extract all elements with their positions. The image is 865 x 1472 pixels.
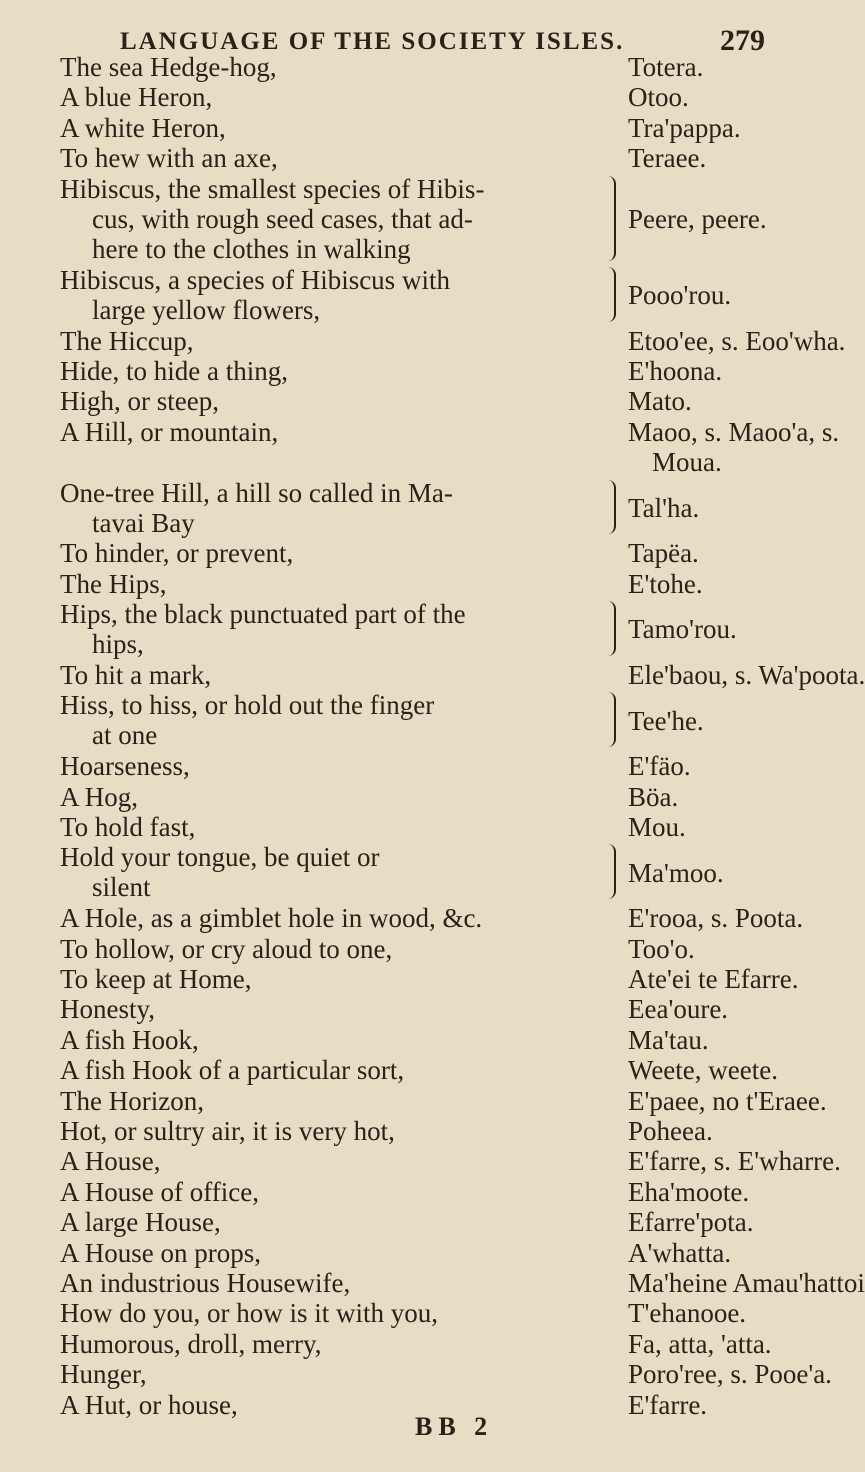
dictionary-entry [0, 1359, 832, 1390]
dictionary-entry [0, 1390, 800, 1420]
english-term-line: here to the clothes in walking [92, 233, 411, 264]
dictionary-entry [0, 812, 800, 842]
dictionary-entry [0, 903, 804, 934]
dictionary-entry [0, 1055, 800, 1085]
english-term [60, 1268, 605, 1298]
tahitian-term [628, 614, 800, 644]
tahitian-term [628, 52, 800, 82]
english-term [60, 356, 605, 386]
english-term-line: A Hut, or house, [60, 1389, 238, 1420]
english-term [60, 934, 605, 964]
english-term-line: Hide, to hide a thing, [60, 356, 288, 386]
english-term [60, 1086, 605, 1116]
english-term-line: To hit a mark, [60, 660, 212, 690]
tahitian-term-line: Ate'ei te Efarre. [628, 964, 799, 994]
english-term-line: How do you, or how is it with you, [60, 1298, 438, 1329]
english-term-line: A large House, [60, 1207, 221, 1238]
tahitian-term [628, 934, 800, 964]
english-term-line: An industrious Housewife, [60, 1268, 351, 1298]
english-term-line: The Hips, [60, 568, 167, 599]
english-term [60, 386, 605, 416]
tahitian-term-line: A'whatta. [628, 1237, 732, 1268]
english-term [60, 1207, 605, 1237]
english-term [60, 569, 605, 599]
english-term-line: A Hog, [60, 781, 139, 812]
english-term [60, 660, 605, 690]
dictionary-entry [0, 1329, 800, 1359]
english-term [60, 326, 605, 356]
dictionary-entry [0, 1298, 800, 1328]
tahitian-term-line: Etoo'ee, s. Eoo'wha. [628, 325, 846, 356]
dictionary-entry [0, 174, 800, 265]
english-term-line: To hinder, or prevent, [60, 538, 294, 569]
tahitian-term-line: Too'o. [628, 933, 695, 964]
tahitian-term-line: Poheea. [628, 1116, 713, 1146]
tahitian-term-line: E'rooa, s. Poota. [628, 903, 804, 934]
english-term [60, 842, 605, 902]
english-term-line: Hibiscus, a species of Hibiscus with [60, 264, 450, 295]
english-term-line: A House of office, [60, 1176, 259, 1207]
english-term [60, 1025, 605, 1055]
dictionary-entry [0, 538, 800, 568]
english-term [60, 1390, 605, 1420]
tahitian-term-line: Otoo. [628, 82, 689, 113]
dictionary-entry [0, 1116, 800, 1146]
tahitian-term [628, 1146, 841, 1177]
dictionary-entry [0, 690, 800, 751]
tahitian-term [628, 782, 800, 812]
brace-icon [608, 692, 616, 747]
tahitian-term [628, 1329, 800, 1359]
english-term-line: silent [92, 872, 151, 903]
tahitian-term-line: E'fäo. [628, 751, 691, 782]
english-term [60, 690, 605, 750]
brace-icon [608, 176, 616, 261]
english-term [60, 964, 605, 994]
dictionary-entry [0, 478, 800, 539]
english-term [60, 782, 605, 812]
tahitian-term-line: Moua. [652, 446, 722, 477]
dictionary-entry [0, 1268, 865, 1298]
tahitian-term-line: Ele'baou, s. Wa'poota. [628, 660, 865, 690]
printer-signature: BB 2 [415, 1412, 494, 1441]
dictionary-entry [0, 934, 800, 964]
tahitian-term [628, 82, 800, 112]
english-term-line: A Hole, as a gimblet hole in wood, &c. [60, 903, 483, 934]
english-term [60, 417, 605, 447]
page-number: 279 [720, 24, 765, 57]
dictionary-entry [0, 113, 800, 143]
brace-icon [608, 601, 616, 656]
english-term [60, 52, 605, 82]
english-term-line: To hollow, or cry aloud to one, [60, 933, 393, 964]
english-term-line: large yellow flowers, [92, 294, 321, 325]
tahitian-term [628, 1025, 800, 1055]
tahitian-term [628, 812, 800, 842]
dictionary-entry [0, 1085, 827, 1116]
tahitian-term-line: E'farre. [628, 1389, 708, 1420]
tahitian-term [628, 1116, 800, 1146]
english-term-line: hips, [92, 629, 144, 660]
english-term-line: Hunger, [60, 1359, 147, 1390]
english-term [60, 1359, 605, 1389]
english-term [60, 599, 605, 659]
english-term-line: Hiss, to hiss, or hold out the finger [60, 690, 435, 721]
tahitian-term-line: Weete, weete. [628, 1055, 778, 1086]
tahitian-term [628, 1268, 865, 1298]
tahitian-term [628, 751, 800, 781]
tahitian-term-line: Maoo, s. Maoo'a, s. [628, 416, 840, 447]
english-term-line: Hoarseness, [60, 751, 190, 782]
tahitian-term [628, 1055, 800, 1085]
tahitian-term [628, 1298, 800, 1328]
tahitian-term [628, 660, 865, 690]
english-term-line: The Hiccup, [60, 325, 194, 356]
tahitian-term [628, 1390, 800, 1420]
tahitian-term [628, 538, 800, 568]
dictionary-entry [0, 964, 800, 994]
tahitian-term [628, 386, 800, 416]
english-term [60, 538, 605, 568]
dictionary-entry [0, 82, 800, 112]
dictionary-entry [0, 569, 800, 599]
tahitian-term-line: E'farre, s. E'wharre. [628, 1146, 841, 1177]
english-term [60, 113, 605, 143]
english-term-line: A white Heron, [60, 112, 226, 143]
english-term-line: tavai Bay [92, 507, 195, 538]
tahitian-term-line: Ma'moo. [628, 857, 724, 888]
tahitian-term-line: Totera. [628, 52, 704, 82]
running-head: LANGUAGE OF THE SOCIETY ISLES. [120, 28, 625, 55]
tahitian-term-line: E'hoona. [628, 356, 723, 386]
dictionary-entry [0, 751, 800, 781]
tahitian-term-line: Eea'oure. [628, 994, 729, 1025]
english-term [60, 1177, 605, 1207]
tahitian-term [628, 903, 804, 934]
english-term [60, 1329, 605, 1359]
english-term-line: A fish Hook, [60, 1024, 199, 1055]
tahitian-term-line: Ma'heine Amau'hattoi [628, 1268, 865, 1298]
tahitian-term [628, 356, 800, 386]
dictionary-entry [0, 325, 846, 356]
tahitian-term [628, 858, 800, 888]
tahitian-term [628, 1207, 800, 1237]
english-term [60, 1146, 605, 1176]
brace-icon [608, 267, 616, 322]
tahitian-term [628, 994, 800, 1024]
tahitian-term [628, 416, 840, 477]
tahitian-term-line: E'tohe. [628, 568, 703, 599]
english-term [60, 1298, 605, 1328]
dictionary-entry [0, 1207, 800, 1237]
dictionary-entry [0, 994, 800, 1024]
tahitian-term-line: Mou. [628, 812, 686, 842]
tahitian-term-line: Tra'pappa. [628, 112, 741, 143]
english-term [60, 812, 605, 842]
dictionary-entry [0, 660, 865, 690]
tahitian-term [628, 113, 800, 143]
english-term [60, 82, 605, 112]
english-term [60, 751, 605, 781]
english-term [60, 1055, 605, 1085]
tahitian-term [628, 569, 800, 599]
tahitian-term-line: Ma'tau. [628, 1024, 709, 1055]
tahitian-term [628, 493, 800, 523]
tahitian-term-line: Mato. [628, 386, 692, 417]
english-term-line: To hold fast, [60, 812, 196, 842]
english-term [60, 994, 605, 1024]
english-term [60, 903, 605, 933]
english-term-line: cus, with rough seed cases, that ad- [92, 203, 473, 234]
dictionary-entry [0, 1146, 841, 1177]
dictionary-entry [0, 356, 800, 386]
tahitian-term-line: Tee'he. [628, 705, 704, 736]
tahitian-term-line: E'paee, no t'Eraee. [628, 1085, 827, 1116]
english-term-line: A fish Hook of a particular sort, [60, 1055, 405, 1086]
english-term-line: at one [92, 720, 158, 751]
tahitian-term [628, 1359, 832, 1390]
english-term-line: Hips, the black punctuated part of the [60, 599, 466, 630]
english-term-line: The sea Hedge-hog, [60, 52, 277, 82]
dictionary-entry [0, 52, 800, 82]
brace-icon [608, 480, 616, 535]
dictionary-entry [0, 1025, 800, 1055]
tahitian-term-line: Tamo'rou. [628, 614, 737, 645]
tahitian-term-line: T'ehanooe. [628, 1298, 747, 1329]
tahitian-term [628, 1238, 800, 1268]
english-term [60, 478, 605, 538]
english-term-line: Honesty, [60, 994, 155, 1025]
tahitian-term-line: Peere, peere. [628, 203, 767, 234]
english-term [60, 1116, 605, 1146]
english-term [60, 1238, 605, 1268]
english-term-line: A House, [60, 1146, 161, 1177]
english-term-line: To keep at Home, [60, 964, 252, 994]
english-term-line: Hot, or sultry air, it is very hot, [60, 1116, 395, 1146]
dictionary-entry [0, 599, 800, 660]
tahitian-term-line: Teraee. [628, 143, 707, 174]
english-term [60, 174, 605, 264]
tahitian-term [628, 1177, 800, 1207]
english-term-line: A Hill, or mountain, [60, 416, 279, 447]
tahitian-term [628, 143, 800, 173]
tahitian-term-line: Fa, atta, 'atta. [628, 1328, 772, 1359]
tahitian-term-line: Pooo'rou. [628, 279, 732, 310]
dictionary-entry [0, 1177, 800, 1207]
tahitian-term-line: Efarre'pota. [628, 1207, 754, 1238]
brace-icon [608, 844, 616, 899]
tahitian-term-line: Poro'ree, s. Pooe'a. [628, 1359, 832, 1390]
dictionary-entry [0, 842, 800, 903]
tahitian-term [628, 325, 846, 356]
tahitian-term-line: Eha'moote. [628, 1176, 750, 1207]
english-term-line: The Horizon, [60, 1085, 204, 1116]
tahitian-term [628, 1085, 827, 1116]
dictionary-entry [0, 143, 800, 173]
dictionary-entry [0, 782, 800, 812]
tahitian-term-line: Tapëa. [628, 538, 699, 569]
english-term-line: Humorous, droll, merry, [60, 1328, 322, 1359]
tahitian-term [628, 280, 800, 310]
dictionary-entry [0, 265, 800, 326]
tahitian-term [628, 204, 800, 234]
english-term-line: A blue Heron, [60, 82, 213, 113]
english-term-line: Hibiscus, the smallest species of Hibis- [60, 173, 485, 204]
english-term [60, 143, 605, 173]
english-term-line: High, or steep, [60, 386, 219, 417]
tahitian-term-line: Böa. [628, 781, 679, 812]
english-term-line: To hew with an axe, [60, 143, 278, 174]
tahitian-term [628, 706, 800, 736]
english-term-line: One-tree Hill, a hill so called in Ma- [60, 477, 453, 508]
english-term [60, 265, 605, 325]
english-term-line: Hold your tongue, be quiet or [60, 842, 380, 873]
dictionary-entry [0, 1238, 800, 1268]
english-term-line: A House on props, [60, 1237, 261, 1268]
dictionary-entry [0, 386, 800, 416]
dictionary-entry [0, 416, 840, 478]
tahitian-term-line: Tal'ha. [628, 492, 700, 523]
tahitian-term [628, 964, 800, 994]
